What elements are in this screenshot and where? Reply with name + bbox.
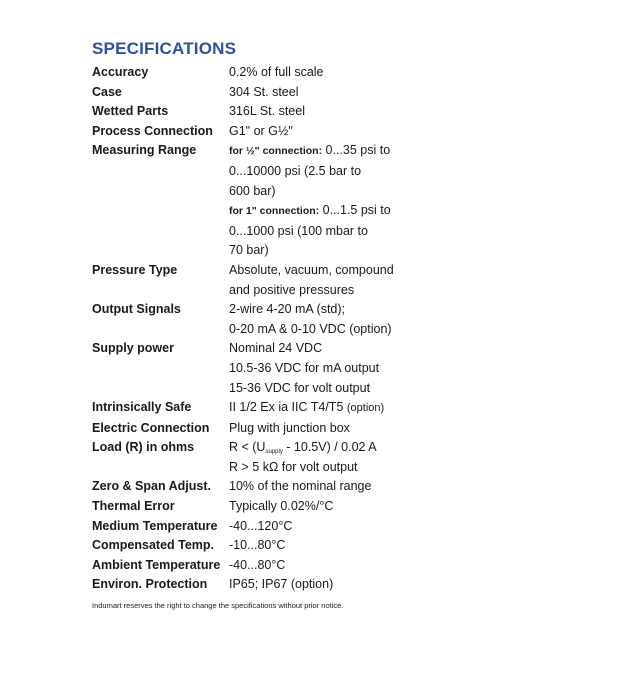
spec-row-environ-protection <box>92 575 592 595</box>
spec-value: -40...120°C <box>229 518 293 533</box>
spec-value: 10% of the nominal range <box>229 479 372 494</box>
spec-row-electric-connection <box>92 419 592 439</box>
spec-value: Plug with junction box <box>229 420 350 435</box>
spec-label: Environ. Protection <box>92 577 208 592</box>
spec-value: R > 5 kΩ for volt output <box>229 459 358 474</box>
spec-label: Intrinsically Safe <box>92 400 192 415</box>
spec-value: 10.5-36 VDC for mA output <box>229 360 380 375</box>
spec-value: 2-wire 4-20 mA (std); <box>229 302 346 317</box>
spec-value: Typically 0.02%/°C <box>229 499 334 514</box>
spec-row-intrinsically-safe <box>92 398 592 419</box>
spec-value: 70 bar) <box>229 243 269 258</box>
spec-value: 0.2% of full scale <box>229 65 324 79</box>
spec-label: Pressure Type <box>92 262 178 277</box>
spec-row-measuring-range <box>92 141 592 261</box>
spec-label: Zero & Span Adjust. <box>92 479 211 494</box>
spec-value: 0...10000 psi (2.5 bar to <box>229 163 362 178</box>
spec-value: 316L St. steel <box>229 104 305 119</box>
spec-row-load <box>92 438 592 477</box>
spec-value: -40...80°C <box>229 557 286 572</box>
spec-value: IP65; IP67 (option) <box>229 577 334 592</box>
spec-value: G1" or G½" <box>229 123 293 138</box>
spec-value: $R < (U_{supply} - 10.5V) / 0.02$ A <box>229 440 377 456</box>
spec-label: Wetted Parts <box>92 104 169 119</box>
specifications-title: SPECIFICATIONS <box>92 39 237 58</box>
spec-value: for ½" connection: 0...35 psi to <box>229 143 391 158</box>
spec-row-output-signals <box>92 300 592 339</box>
spec-value: 0...1000 psi (100 mbar to <box>229 223 368 238</box>
spec-value: 304 St. steel <box>229 84 299 99</box>
spec-label: Load (R) in ohms <box>92 440 195 455</box>
spec-label: Output Signals <box>92 302 181 317</box>
spec-value: 600 bar) <box>229 183 276 198</box>
spec-label: Electric Connection <box>92 420 210 435</box>
spec-row-pressure-type <box>92 261 592 300</box>
spec-row-supply-power <box>92 339 592 398</box>
spec-label: Compensated Temp. <box>92 538 215 553</box>
spec-label: Thermal Error <box>92 499 175 514</box>
spec-label: Process Connection <box>92 123 213 138</box>
spec-value: Nominal 24 VDC <box>229 341 323 356</box>
spec-value: Absolute, vacuum, compound <box>229 262 394 277</box>
specifications-sheet <box>92 38 592 610</box>
spec-value: and positive pressures <box>229 282 355 297</box>
spec-row-ambient-temperature <box>92 556 592 576</box>
spec-row-case <box>92 83 592 103</box>
spec-row-wetted-parts <box>92 102 592 122</box>
spec-value: 0-20 mA & 0-10 VDC (option) <box>229 321 392 336</box>
spec-label: Supply power <box>92 341 174 356</box>
spec-label: Case <box>92 84 122 99</box>
spec-row-medium-temperature <box>92 517 592 537</box>
spec-label: Ambient Temperature <box>92 557 221 572</box>
spec-row-process-connection <box>92 122 592 142</box>
spec-row-compensated-temp <box>92 536 592 556</box>
spec-label: Measuring Range <box>92 143 197 158</box>
spec-row-thermal-error <box>92 497 592 517</box>
spec-value: II 1/2 Ex ia IIC T4/T5 (option) <box>229 400 385 415</box>
spec-value: for 1" connection: 0...1.5 psi to <box>229 203 391 218</box>
disclaimer-note: Indumart reserves the right to change the specifications without prior notice. <box>92 601 344 611</box>
spec-label: Medium Temperature <box>92 518 218 533</box>
spec-value: -10...80°C <box>229 538 286 553</box>
spec-value: 15-36 VDC for volt output <box>229 380 371 395</box>
spec-row-accuracy <box>92 63 592 83</box>
spec-label: Accuracy <box>92 65 149 79</box>
spec-row-zero-span <box>92 477 592 497</box>
